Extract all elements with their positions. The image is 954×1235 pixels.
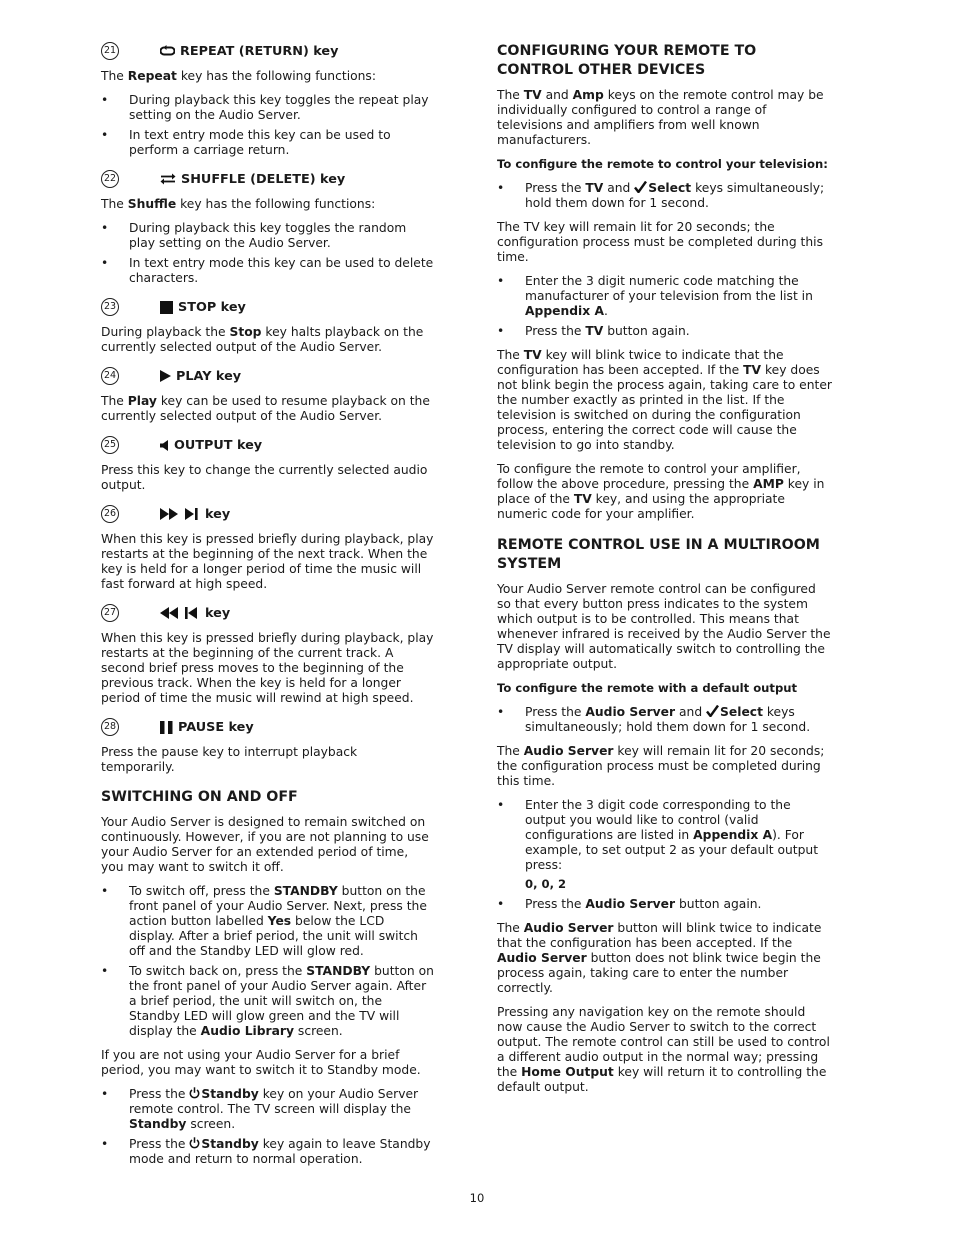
text-run: Press the xyxy=(129,1087,190,1101)
bold-term: TV xyxy=(585,324,604,338)
key-heading-23 xyxy=(101,298,434,316)
bullet-list xyxy=(101,221,434,286)
key-title: PLAY key xyxy=(176,368,242,384)
key-title: key xyxy=(205,506,231,522)
repeat-icon xyxy=(160,44,175,58)
section-heading: REMOTE CONTROL USE IN A MULTIROOM SYSTEM xyxy=(497,537,820,572)
key-description xyxy=(101,532,434,592)
text-run: The xyxy=(101,394,128,408)
text-run: button again. xyxy=(603,324,690,338)
text-run: key will remain lit for 20 seconds; the configuration process must be completed during this time. xyxy=(497,744,825,788)
bullet-list xyxy=(497,181,832,211)
text-run: screen. xyxy=(186,1117,236,1131)
power-icon xyxy=(189,1087,201,1101)
bold-term: TV xyxy=(523,348,542,362)
list-item xyxy=(497,897,832,912)
section-heading: SWITCHING ON AND OFF xyxy=(101,789,298,805)
text-run: key again to leave Standby mode and return to normal operation. xyxy=(129,1137,431,1166)
text-run: In text entry mode this key can be used to perform a carriage return. xyxy=(129,128,391,157)
text-run: button will blink twice to indicate that the configuration has been accepted. If the xyxy=(497,921,822,950)
key-description xyxy=(101,325,434,355)
circled-number: 22 xyxy=(101,170,119,188)
list-item xyxy=(101,256,434,286)
text-run: The xyxy=(497,348,524,362)
text-run: The xyxy=(497,744,524,758)
circled-number: 27 xyxy=(101,604,119,622)
list-item xyxy=(101,93,434,123)
circled-number: 24 xyxy=(101,367,119,385)
text-run: key on your Audio Server remote control. The TV screen will display the xyxy=(129,1087,419,1116)
key-description xyxy=(101,745,434,775)
bold-term: Standby xyxy=(129,1117,187,1131)
text-run: Enter the 3 digit code corresponding to the output you would like to control (valid configurations are listed in xyxy=(525,798,791,842)
text-run: key in place of the xyxy=(497,477,825,506)
text-run: button again. xyxy=(675,897,762,911)
bold-term: Play xyxy=(127,394,157,408)
bold-term: TV xyxy=(523,88,542,102)
text-run: key will return it to controlling the default output. xyxy=(497,1065,827,1094)
text-run: During playback this key toggles the repeat play setting on the Audio Server. xyxy=(129,93,429,122)
key-heading-27 xyxy=(101,604,434,622)
key-heading-28 xyxy=(101,718,434,736)
key-title: SHUFFLE (DELETE) key xyxy=(181,171,346,187)
bold-term: Audio Server xyxy=(523,744,614,758)
key-description xyxy=(101,69,434,84)
bold-term: TV xyxy=(743,363,762,377)
bullet-list xyxy=(101,93,434,158)
paragraph xyxy=(497,88,832,148)
right-column xyxy=(497,42,832,1104)
speaker-icon xyxy=(160,438,169,452)
key-heading-24 xyxy=(101,367,434,385)
bold-term: Audio Library xyxy=(200,1024,294,1038)
fast-forward-next-icon xyxy=(160,507,200,521)
key-description xyxy=(101,394,434,424)
key-description xyxy=(101,631,434,706)
text-run: Press the xyxy=(129,1137,190,1151)
text-run: During playback the xyxy=(101,325,230,339)
text-run: In text entry mode this key can be used to delete characters. xyxy=(129,256,434,285)
key-title: OUTPUT key xyxy=(174,437,263,453)
list-item xyxy=(101,221,434,251)
code-sequence: 0, 0, 2 xyxy=(525,877,567,891)
subheading: To configure the remote to control your television: xyxy=(497,157,828,171)
bold-term: Appendix A xyxy=(693,828,773,842)
list-item xyxy=(101,964,434,1039)
bold-term: Select xyxy=(648,181,692,195)
list-item xyxy=(101,128,434,158)
bold-term: Appendix A xyxy=(525,304,604,318)
text-run: keys simultaneously; hold them down for 1 second. xyxy=(525,705,811,734)
text-run: and xyxy=(603,181,635,195)
text-run: To switch back on, press the xyxy=(129,964,307,978)
circled-number: 23 xyxy=(101,298,119,316)
text-run: key does not blink begin the process again, taking care to enter the number exactly as printed in the list. If the television is switched on during the configuration process, entering the correct code will cause the television to go into standby. xyxy=(497,363,832,452)
paragraph xyxy=(497,921,832,996)
bold-term: Audio Server xyxy=(523,921,614,935)
text-run: key has the following functions: xyxy=(176,197,376,211)
list-item xyxy=(497,274,832,319)
text-run: Press the xyxy=(525,181,586,195)
text-run: To configure the remote to control your amplifier, follow the above procedure, pressing the xyxy=(497,462,801,491)
paragraph xyxy=(497,220,832,265)
bold-term: Shuffle xyxy=(127,197,177,211)
bold-term: STANDBY xyxy=(273,884,338,898)
paragraph xyxy=(497,582,832,672)
text-run: key, and using the appropriate numeric code for your amplifier. xyxy=(497,492,785,521)
text-run: Your Audio Server remote control can be configured so that every button press indicates to the system which output is to be controlled. This means that whenever infrared is received by the Audio Server the TV display will automatically switch to controlling the appropriate output. xyxy=(497,582,831,671)
key-description xyxy=(101,197,434,212)
paragraph xyxy=(497,348,832,453)
text-run: The xyxy=(497,921,524,935)
bullet-list xyxy=(497,274,832,339)
key-title: REPEAT (RETURN) key xyxy=(180,43,339,59)
text-run: button on the front panel of your Audio Server. Next, press the action button labelled xyxy=(129,884,427,928)
text-run: keys on the remote control may be individually configured to control a range of televisions and amplifiers from well known manufacturers. xyxy=(497,88,824,147)
bold-term: Standby xyxy=(201,1087,259,1101)
shuffle-icon xyxy=(160,172,176,186)
circled-number: 28 xyxy=(101,718,119,736)
text-run: key will blink twice to indicate that the configuration has been accepted. If the xyxy=(497,348,784,377)
text-run: screen. xyxy=(294,1024,343,1038)
text-run: When this key is pressed briefly during playback, play restarts at the beginning of the next track. When the key is held for a longer period of time the music will fast forward at high speed. xyxy=(101,532,434,591)
bold-term: Audio Server xyxy=(585,897,676,911)
text-run: key can be used to resume playback on the currently selected output of the Audio Server. xyxy=(101,394,430,423)
bold-term: Stop xyxy=(229,325,262,339)
stop-icon xyxy=(160,300,173,314)
text-run: button on the front panel of your Audio Server again. After a brief period, the unit will switch on, the Standby LED will glow green and the TV will display the xyxy=(129,964,434,1038)
text-run: keys simultaneously; hold them down for 1 second. xyxy=(525,181,825,210)
key-heading-21 xyxy=(101,42,434,60)
text-run: Press the pause key to interrupt playback temporarily. xyxy=(101,745,358,774)
left-column xyxy=(101,42,434,1176)
text-run: . xyxy=(603,304,608,318)
bold-term: TV xyxy=(573,492,592,506)
text-run: The xyxy=(101,69,128,83)
text-run: and xyxy=(541,88,573,102)
bold-term: Audio Server xyxy=(497,951,587,965)
power-icon xyxy=(189,1137,201,1151)
check-icon xyxy=(634,181,648,195)
bold-term: Standby xyxy=(201,1137,259,1151)
text-run: During playback this key toggles the random play setting on the Audio Server. xyxy=(129,221,407,250)
bold-term: Repeat xyxy=(127,69,177,83)
play-icon xyxy=(160,369,171,383)
bold-term: TV xyxy=(585,181,604,195)
key-title: STOP key xyxy=(178,299,246,315)
key-heading-22 xyxy=(101,170,434,188)
list-item xyxy=(497,705,832,735)
page-number: 10 xyxy=(469,1191,485,1205)
text-run: and xyxy=(675,705,707,719)
bold-term: Yes xyxy=(267,914,292,928)
list-item xyxy=(101,884,434,959)
text-run: Press the xyxy=(525,705,586,719)
key-heading-26 xyxy=(101,505,434,523)
bold-term: Amp xyxy=(572,88,604,102)
bold-term: Select xyxy=(720,705,763,719)
paragraph xyxy=(497,462,832,522)
list-item xyxy=(497,324,832,339)
bullet-list xyxy=(497,705,832,735)
paragraph: If you are not using your Audio Server for a brief period, you may want to switch it to Standby mode. xyxy=(101,1048,421,1077)
circled-number: 21 xyxy=(101,42,119,60)
list-item xyxy=(497,798,832,892)
paragraph xyxy=(497,1005,832,1095)
key-title: PAUSE key xyxy=(178,719,254,735)
text-run: Pressing any navigation key on the remote should now cause the Audio Server to switch to the correct output. The remote control can still be used to control a different audio output in the normal way; pressing the xyxy=(497,1005,830,1079)
section-heading: CONFIGURING YOUR REMOTE TO CONTROL OTHER DEVICES xyxy=(497,43,757,78)
bullet-list xyxy=(101,1087,434,1167)
circled-number: 26 xyxy=(101,505,119,523)
bold-term: Home Output xyxy=(521,1065,614,1079)
paragraph: Your Audio Server is designed to remain switched on continuously. However, if you are not planning to use your Audio Server for an extended period of time, you may want to switch it off. xyxy=(101,815,429,874)
bold-term: STANDBY xyxy=(306,964,371,978)
bullet-list xyxy=(101,884,434,1039)
text-run: ). For example, to set output 2 as your default output press: xyxy=(525,828,819,872)
text-run: Enter the 3 digit numeric code matching the manufacturer of your television from the list in xyxy=(525,274,813,303)
rewind-previous-icon xyxy=(160,606,200,620)
bold-term: AMP xyxy=(753,477,784,491)
list-item xyxy=(101,1137,434,1167)
text-run: Press this key to change the currently selected audio output. xyxy=(101,463,428,492)
key-description xyxy=(101,463,434,493)
key-title: key xyxy=(205,605,231,621)
text-run: key has the following functions: xyxy=(176,69,376,83)
check-icon xyxy=(706,705,720,719)
bullet-list xyxy=(497,798,832,912)
text-run: button does not blink twice begin the process again, taking care to enter the number correctly. xyxy=(497,951,821,995)
pause-icon xyxy=(160,720,173,734)
circled-number: 25 xyxy=(101,436,119,454)
list-item xyxy=(497,181,832,211)
paragraph xyxy=(497,744,832,789)
text-run: To switch off, press the xyxy=(129,884,274,898)
key-heading-25 xyxy=(101,436,434,454)
text-run: Press the xyxy=(525,897,586,911)
text-run: The TV key will remain lit for 20 seconds; the configuration process must be completed during this time. xyxy=(497,220,823,264)
text-run: The xyxy=(101,197,128,211)
text-run: key halts playback on the currently selected output of the Audio Server. xyxy=(101,325,424,354)
list-item xyxy=(101,1087,434,1132)
text-run: The xyxy=(497,88,524,102)
subheading: To configure the remote with a default output xyxy=(497,681,798,695)
text-run: Press the xyxy=(525,324,586,338)
text-run: below the LCD display. After a brief period, the unit will switch off and the Standby LED will glow red. xyxy=(129,914,418,958)
bold-term: Audio Server xyxy=(585,705,676,719)
text-run: When this key is pressed briefly during playback, play restarts at the beginning of the current track. A second brief press moves to the beginning of the previous track. When the key is held for a longer period of time the music will rewind at high speed. xyxy=(101,631,434,705)
